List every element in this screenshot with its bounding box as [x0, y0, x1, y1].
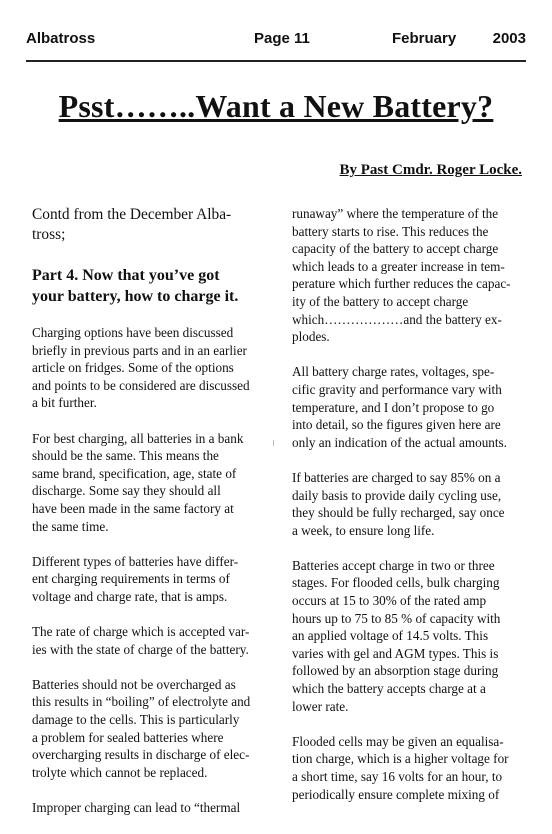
section-heading: Part 4. Now that you’ve got your battery, how to charge it.: [32, 267, 239, 305]
paragraph: runaway” where the temperature of the battery starts to rise. This reduces the capacity of the battery to accept charge which leads to a greater increase in tem- perature which further reduces the capac- ity of the battery to accept charge which………………and the battery ex- plodes.: [292, 206, 511, 345]
paragraph: For best charging, all batteries in a bank should be the same. This means the same brand, specification, age, state of discharge. Some say they should all have been made in the same factory at the same time.: [32, 430, 244, 534]
paragraph: Charging options have been discussed briefly in previous parts and in an earlier article on fridges. Some of the options and points to be considered are discussed a bit further.: [32, 325, 250, 411]
paragraph: All battery charge rates, voltages, spe- cific gravity and performance vary with temperature, and I don’t propose to go into detail, so the figures given here are only an indication of the actual amounts.: [292, 364, 507, 450]
left-column: [32, 205, 272, 834]
paragraph: Flooded cells may be given an equalisa- tion charge, which is a higher voltage for a short time, say 16 volts for an hour, to periodically ensure complete mixing of: [292, 733, 509, 802]
publication-name: Albatross: [26, 30, 96, 47]
page-number: Page 11: [254, 30, 310, 47]
header-rule: [26, 60, 526, 62]
page-header: [26, 30, 526, 54]
article-title: Psst……..Want a New Battery?: [58, 88, 494, 124]
right-column: [292, 205, 527, 821]
paragraph: Batteries accept charge in two or three stages. For flooded cells, bulk charging occurs at 15 to 30% of the rated amp hours up to 75 to 85 % of capacity with an applied voltage of 14.5 volts. This varies with gel and AGM types. This is followed by an absorption stage during which the battery accepts charge at a lower rate.: [292, 557, 501, 714]
continuation-note: Contd from the December Alba- tross;: [32, 206, 232, 243]
issue-year: 2003: [492, 30, 526, 47]
paragraph: If batteries are charged to say 85% on a daily basis to provide daily cycling use, they should be fully recharged, say once a week, to ensure long life.: [292, 469, 505, 538]
issue-month: February: [392, 30, 457, 47]
paragraph: Improper charging can lead to “thermal: [32, 800, 241, 816]
article-byline: By Past Cmdr. Roger Locke.: [339, 162, 522, 178]
column-divider-mark: [273, 440, 274, 446]
paragraph: The rate of charge which is accepted var- ies with the state of charge of the battery.: [32, 624, 250, 657]
paragraph: Batteries should not be overcharged as this results in “boiling” of electrolyte and damage to the cells. This is particularly a problem for sealed batteries where overcharging results in discharge of elec- trolyte which cannot be replaced.: [32, 676, 251, 780]
paragraph: Different types of batteries have differ- ent charging requirements in terms of voltage and charge rate, that is amps.: [32, 553, 239, 604]
